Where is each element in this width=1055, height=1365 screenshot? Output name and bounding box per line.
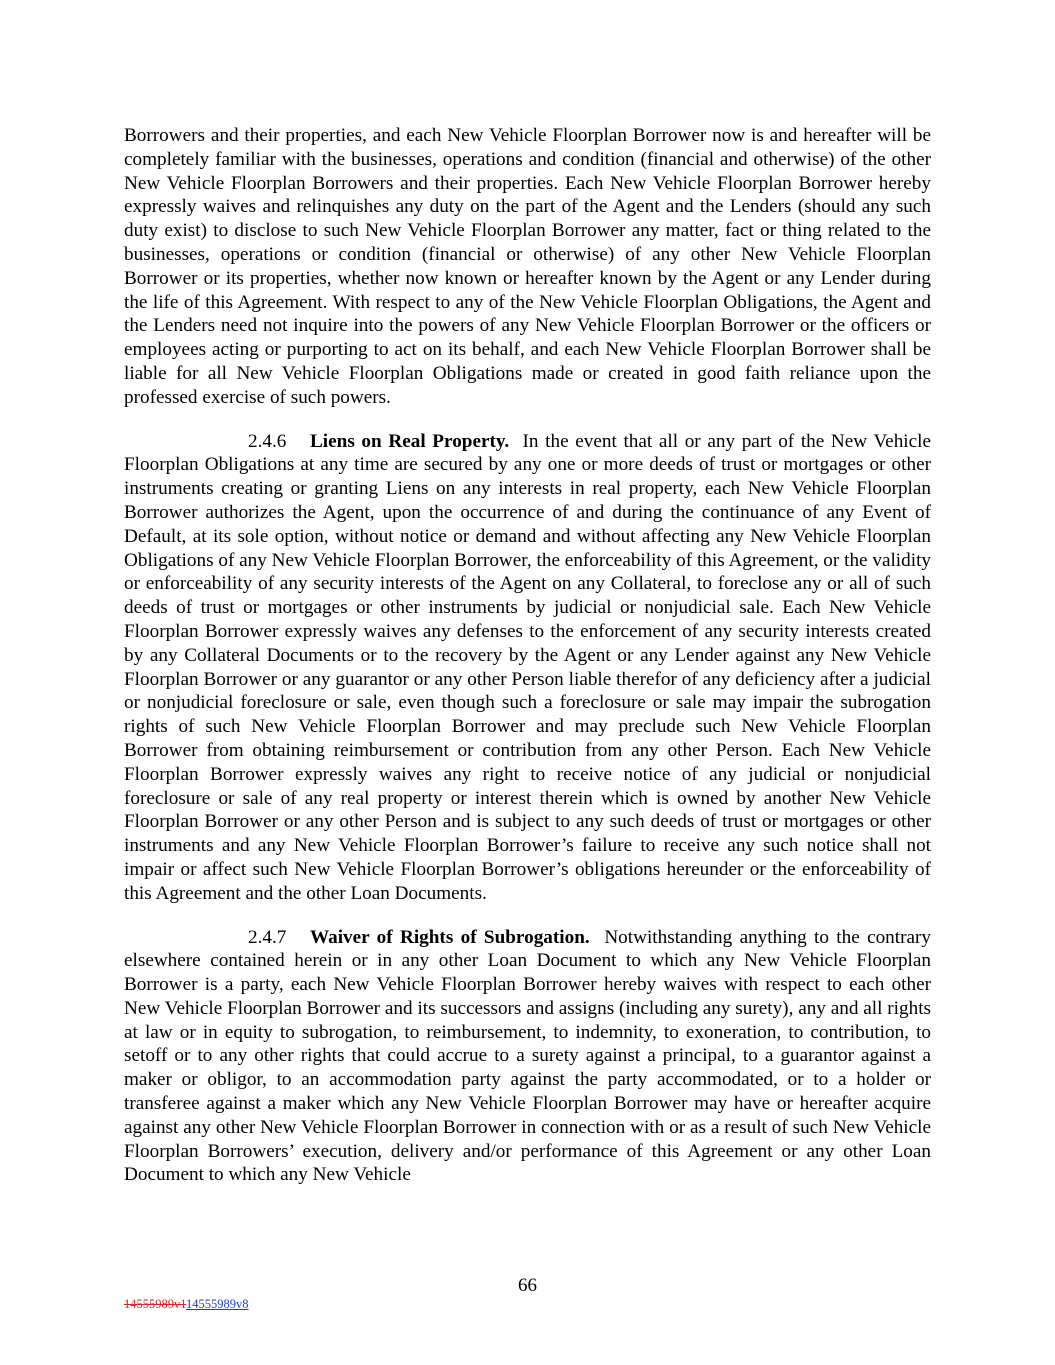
section-text: In the event that all or any part of the New Vehicle Floorplan Obligations at any time are secured by any one or more deeds of trust or mortgages or other instruments creating or granting Liens on any interests in real property, each New Vehicle Floorplan Borrower authorizes the Agent, upon the occurrence of and during the continuance of any Event of Default, at its sole option, without notice or demand and without affecting any New Vehicle Floorplan Obligations of any New Vehicle Floorplan Borrower, the enforceability of this Agreement, or the validity or enforceability of any security interests of the Agent on any Collateral, to foreclose any or all of such deeds of trust or mortgages or other instruments by judicial or nonjudicial sale. Each New Vehicle Floorplan Borrower expressly waives any defenses to the enforcement of any security interests created by any Collateral Documents or to the recovery by the Agent or any Lender against any New Vehicle Floorplan Borrower or any guarantor or any other Person liable therefor of any deficiency after a judicial or nonjudicial foreclosure or sale, even though such a foreclosure or sale may impair the subrogation rights of such New Vehicle Floorplan Borrower and may preclude such New Vehicle Floorplan Borrower from obtaining reimbursement or contribution from any other Person. Each New Vehicle Floorplan Borrower expressly waives any right to receive notice of any judicial or nonjudicial foreclosure or sale of any real property or interest therein which is owned by another New Vehicle Floorplan Borrower or any other Person and is subject to any such deeds of trust or mortgages or other instruments and any New Vehicle Floorplan Borrower’s failure to receive any such notice shall not impair or affect such New Vehicle Floorplan Borrower’s obligations hereunder or the enforceability of this Agreement and the other Loan Documents. xyxy=(124,430,931,904)
document-id xyxy=(124,1297,249,1312)
section-text: Notwithstanding anything to the contrary elsewhere contained herein or in any other Loan Document to which any New Vehicle Floorplan Borrower is a party, each New Vehicle Floorplan Borrower hereby waives with respect to each other New Vehicle Floorplan Borrower and its successors and assigns (including any surety), any and all rights at law or in equity to subrogation, to reimbursement, to indemnity, to exoneration, to contribution, to setoff or to any other rights that could accrue to a surety against a principal, to a guarantor against a maker or obligor, to an accommodation party against the party accommodated, or to a holder or transferee against a maker which any New Vehicle Floorplan Borrower may have or hereafter acquire against any other New Vehicle Floorplan Borrower in connection with or as a result of such New Vehicle Floorplan Borrowers’ execution, delivery and/or performance of this Agreement or any other Loan Document to which any New Vehicle xyxy=(124,926,931,1186)
paragraph-continuation: Borrowers and their properties, and each New Vehicle Floorplan Borrower now is and hereafter will be completely familiar with the businesses, operations and condition (financial and otherwise) of the other New Vehicle Floorplan Borrowers and their properties. Each New Vehicle Floorplan Borrower hereby expressly waives and relinquishes any duty on the part of the Agent and the Lenders (should any such duty exist) to disclose to such New Vehicle Floorplan Borrower any matter, fact or thing related to the businesses, operations or condition (financial or otherwise) of any other New Vehicle Floorplan Borrower or its properties, whether now known or hereafter known by the Agent or any Lender during the life of this Agreement. With respect to any of the New Vehicle Floorplan Obligations, the Agent and the Lenders need not inquire into the powers of any New Vehicle Floorplan Borrower or the officers or employees acting or purporting to act on its behalf, and each New Vehicle Floorplan Borrower shall be liable for all New Vehicle Floorplan Obligations made or created in good faith reliance upon the professed exercise of such powers. xyxy=(124,125,931,408)
document-id-inserted: 14555989v8 xyxy=(186,1297,249,1311)
section-2-4-6 xyxy=(124,430,931,906)
section-2-4-7 xyxy=(124,926,931,1188)
section-heading: Liens on Real Property. xyxy=(310,430,510,452)
page-number: 66 xyxy=(518,1275,537,1296)
section-number: 2.4.7 xyxy=(248,926,287,948)
section-number: 2.4.6 xyxy=(248,430,287,452)
document-body xyxy=(124,124,931,1207)
document-id-deleted: 14555989v1 xyxy=(124,1297,187,1311)
section-heading: Waiver of Rights of Subrogation. xyxy=(310,926,590,948)
